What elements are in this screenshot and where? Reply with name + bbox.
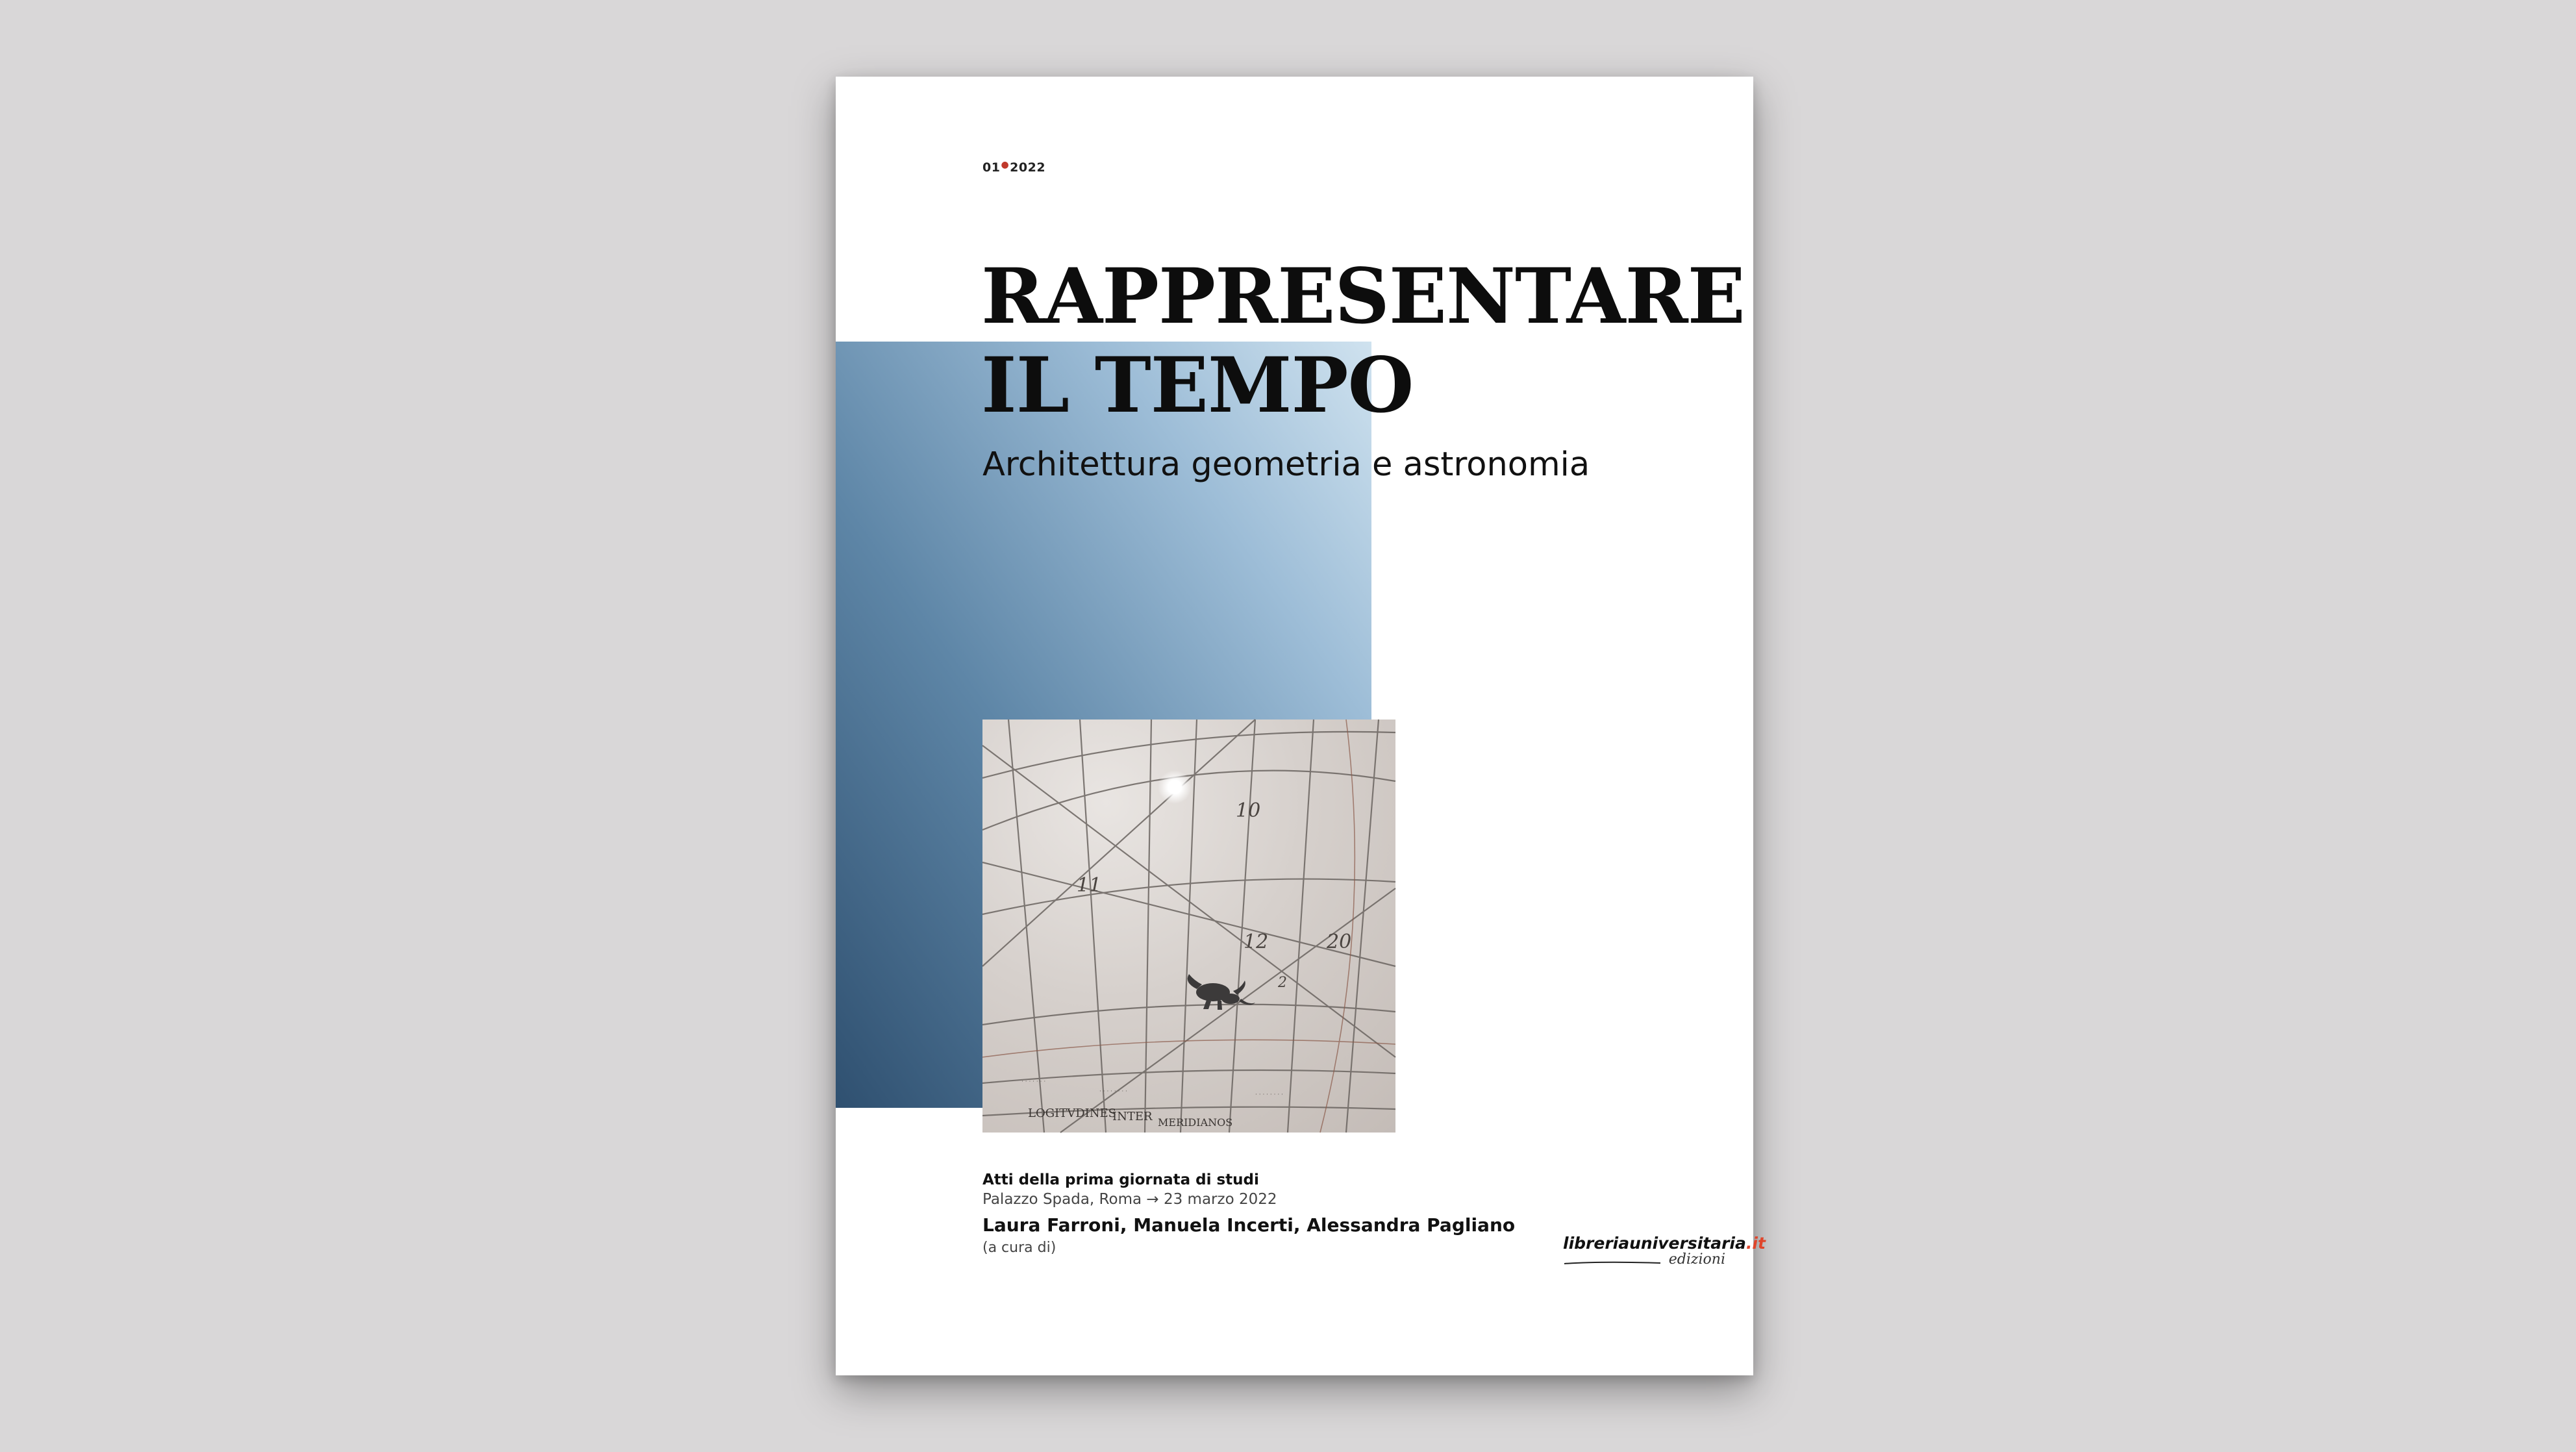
publisher-swash-icon [1563,1260,1667,1266]
sundial-lines [982,720,1395,1133]
book-subtitle: Architettura geometria e astronomia [982,445,1590,484]
publisher-sub: edizioni [1668,1251,1725,1268]
publisher-name: libreriauniversitaria.it [1563,1234,1766,1253]
inscription-longitudines: LOGITVDINES [1028,1107,1116,1120]
sundial-number-11: 11 [1077,874,1102,897]
inscription-inter: INTER [1112,1110,1153,1123]
book-title [981,252,1745,430]
event-info [982,1170,1515,1257]
svg-text:· · · · · · ·: · · · · · · · [1021,1079,1046,1085]
title-line-1: RAPPRESENTARE [981,251,1745,341]
svg-text:· · · · · · · ·: · · · · · · · · [1255,1092,1283,1098]
sundial-number-2: 2 [1278,975,1287,991]
event-title: Atti della prima giornata di studi [982,1171,1259,1188]
publisher-logo [1563,1234,1766,1268]
svg-text:· · · · · · · ·: · · · · · · · · [1099,1088,1127,1095]
title-line-2: IL TEMPO [981,340,1414,430]
book-cover [836,77,1766,1375]
venue-date: Palazzo Spada, Roma → 23 marzo 2022 [982,1191,1277,1208]
sundial-number-12: 12 [1244,931,1269,953]
issue-dot-icon: ● [1001,160,1010,170]
editors: Laura Farroni, Manuela Incerti, Alessandra Pagliano [982,1214,1516,1236]
issue-number: 01 [982,160,1001,175]
inscription-meridianos: MERIDIANOS [1158,1116,1233,1129]
issue-year: 2022 [1010,160,1046,175]
editors-role: (a cura di) [982,1240,1057,1256]
sundial-number-10: 10 [1236,799,1261,822]
issue-label [982,160,1045,175]
sundial-number-20: 20 [1327,931,1352,953]
sundial-photo [982,720,1395,1133]
